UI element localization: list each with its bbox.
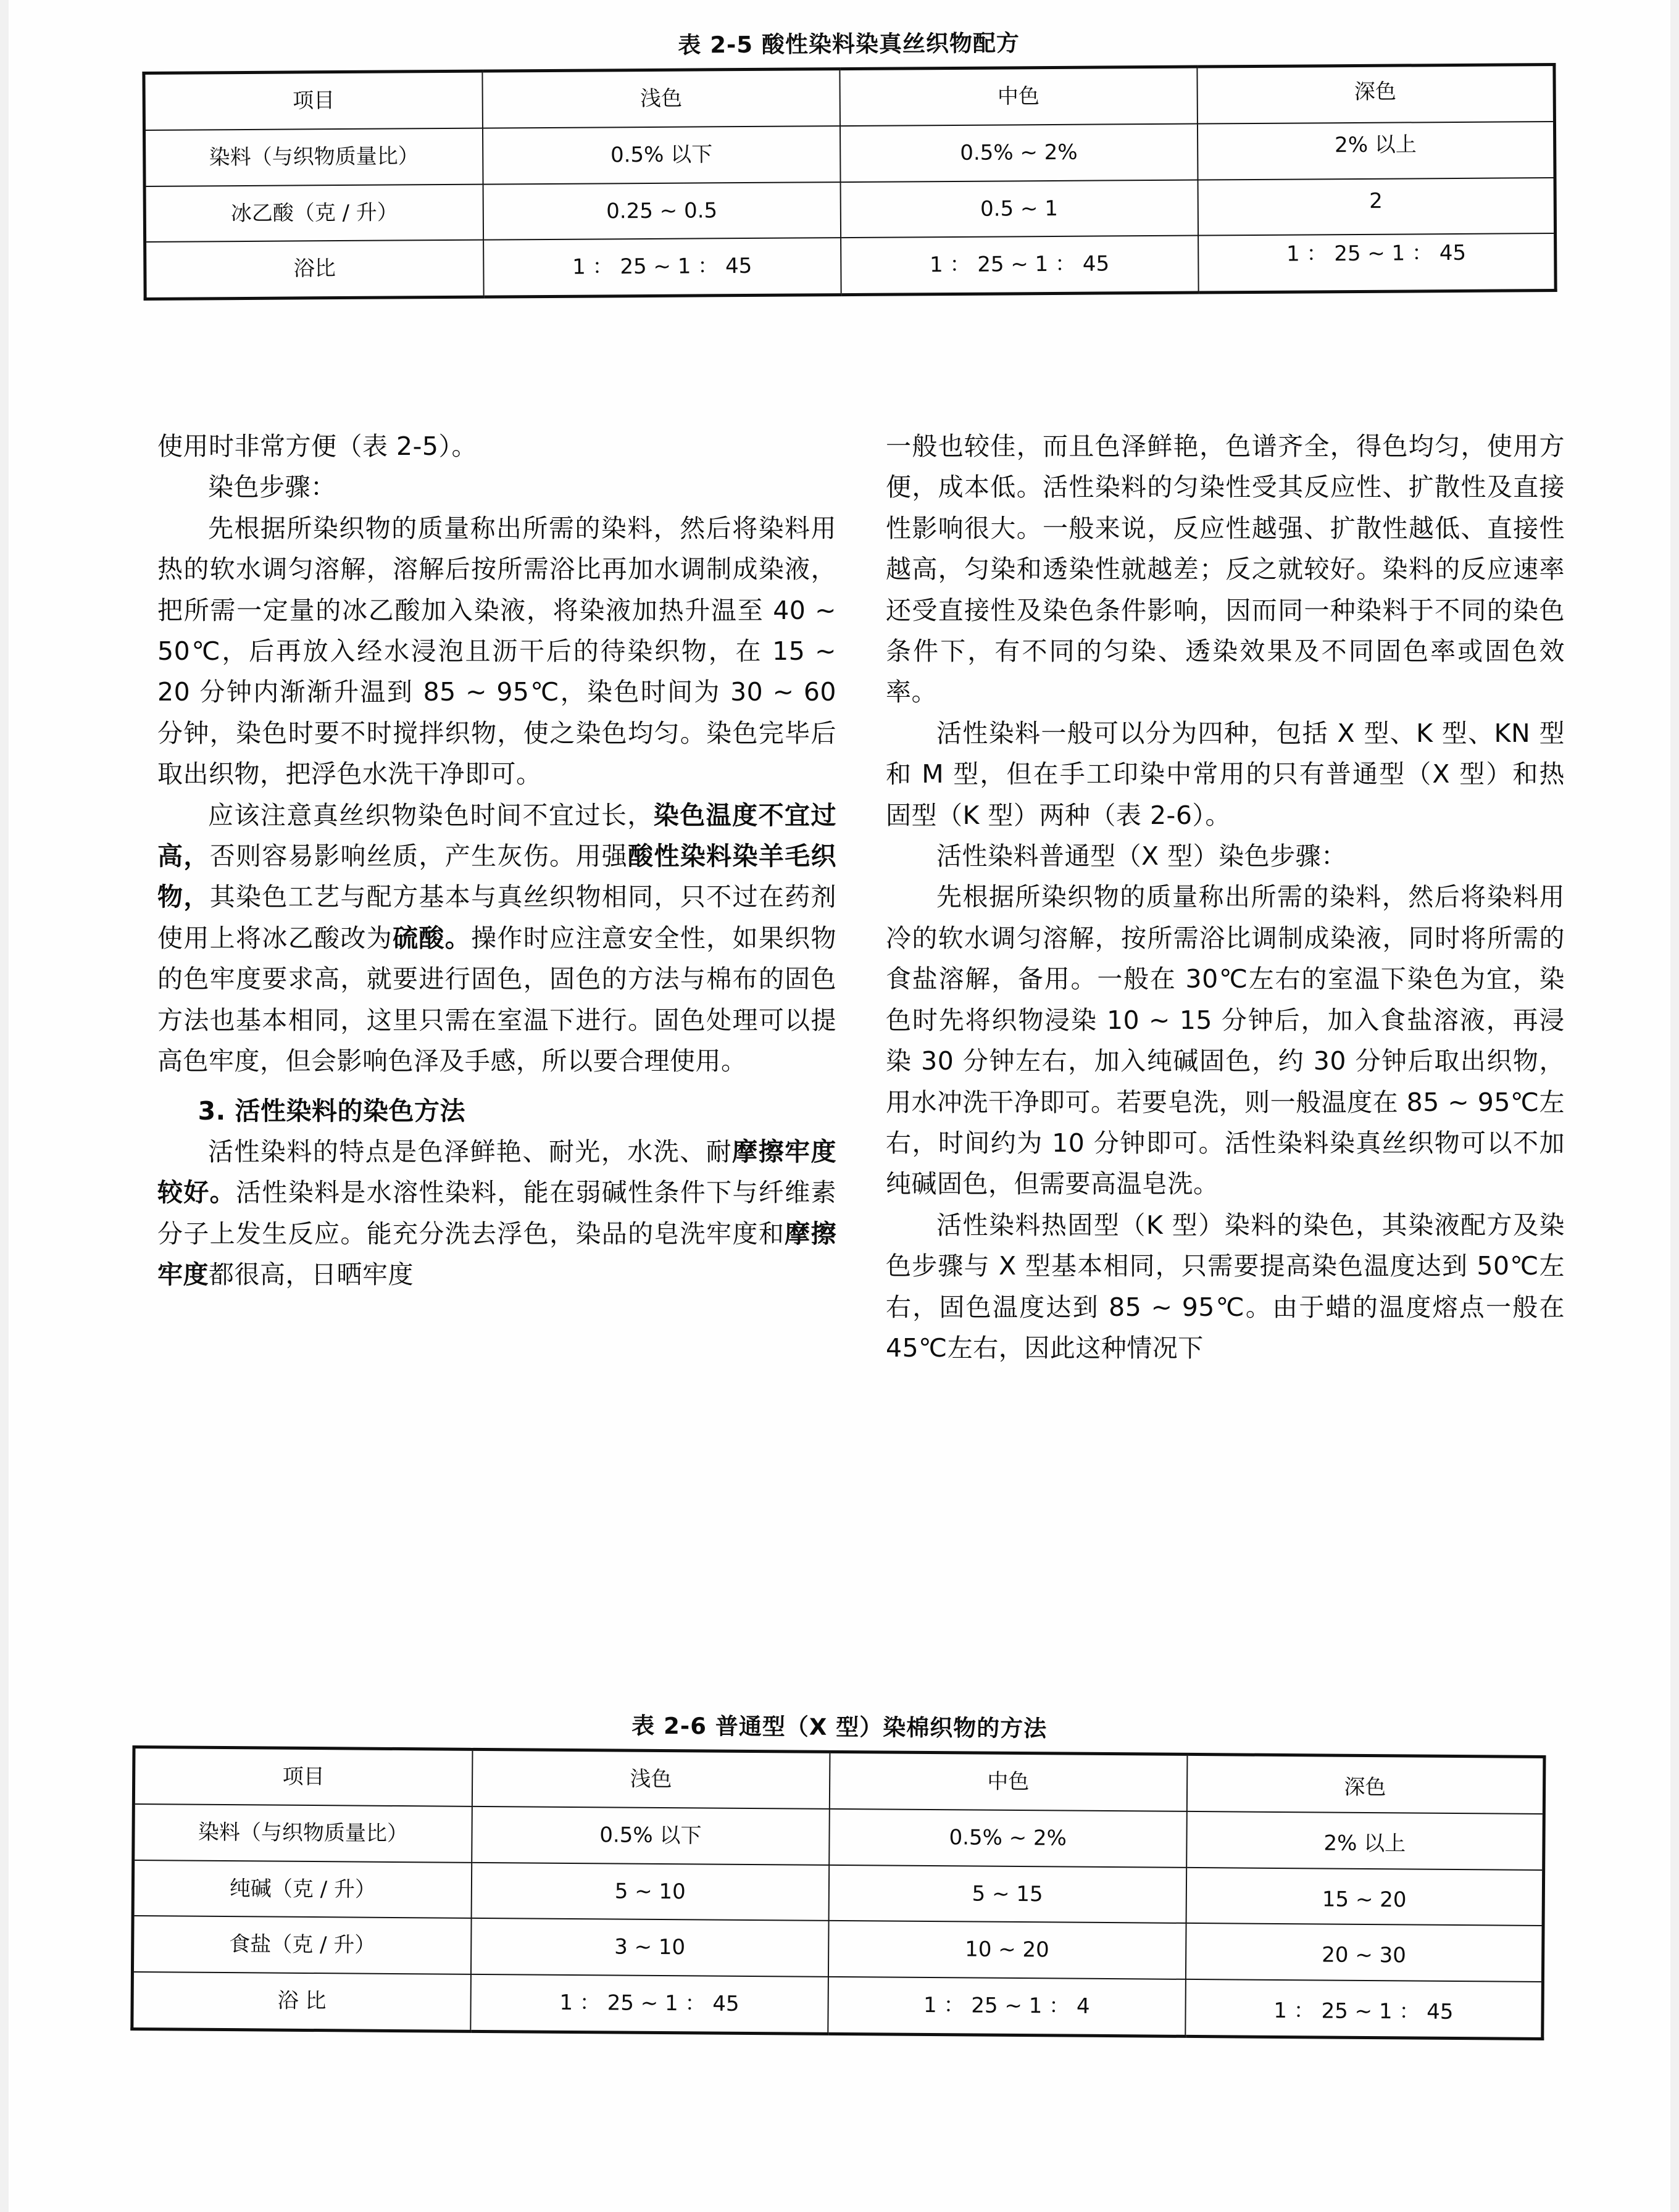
- scan-edge-left: [0, 0, 9, 2212]
- table-2-5-r0-item: 染料（与织物质量比）: [144, 128, 483, 186]
- left-text-column: [157, 426, 836, 1368]
- table-2-6-r1-medium: 5 ~ 15: [828, 1865, 1186, 1923]
- right-paragraph-1: 一般也较佳，而且色泽鲜艳，色谱齐全，得色均匀，使用方便，成本低。活性染料的匀染性受其反应性、扩散性及直接性影响很大。一般来说，反应性越强、扩散性越低、直接性越高，匀染和透染性就越差；反之就较好。染料的反应速率还受直接性及染色条件影响，因而同一种染料于不同的染色条件下，有不同的匀染、透染效果及不同固色率或固色效率。: [886, 431, 1565, 707]
- table-2-5-header-medium: 中色: [840, 67, 1197, 126]
- table-2-6-r0-light: 0.5% 以下: [472, 1807, 829, 1865]
- table-2-6-r2-item: 食盐（克 / 升）: [132, 1916, 471, 1974]
- body-text-columns: [157, 426, 1565, 1368]
- table-2-6-r1-item: 纯碱（克 / 升）: [133, 1860, 472, 1919]
- left-p5-seg-e: 都很高，日晒牢度: [209, 1260, 414, 1290]
- table-row-header: [133, 1747, 1544, 1814]
- table-2-6-r1-dark: 15 ~ 20: [1186, 1871, 1543, 1929]
- left-p4-seg-e: 其染色工艺与配方基本与真丝织物相同，只不过在药剂使用上将冰乙酸改为: [157, 882, 837, 953]
- left-paragraph-4: [157, 795, 836, 1082]
- table-2-5-r1-medium: 0.5 ~ 1: [840, 180, 1198, 238]
- table-2-5-r1-item: 冰乙酸（克 / 升）: [144, 184, 483, 242]
- left-p4-seg-b: 染色温度不宜过高，: [157, 800, 837, 871]
- table-2-5-r2-dark: 1 ： 25 ~ 1 ： 45: [1198, 225, 1556, 284]
- left-paragraph-3: 先根据所染织物的质量称出所需的染料，然后将染料用热的软水调匀溶解，溶解后按所需浴比再加水调制成染液，把所需一定量的冰乙酸加入染液，将染液加热升温至 40 ~ 50℃，后再放入经水浸泡且沥干后的待染织物，在 15 ~ 20 分钟内渐渐升温到 85 ~ 95℃，染色时间为 30 ~ 60 分钟，染色时要不时搅拌织物，使之染色均匀。染色完毕后取出织物，把浮色水洗干净即可。: [157, 513, 836, 789]
- table-2-6-r3-item: 浴 比: [132, 1972, 471, 2031]
- scan-edge-right: [1670, 0, 1679, 2212]
- left-paragraph-5: [157, 1131, 836, 1295]
- table-2-6: [130, 1745, 1546, 2040]
- left-p4-seg-g: 操作时应注意安全性，如果织物的色牢度要求高，就要进行固色，固色的方法与棉布的固色方法也基本相同，这里只需在室温下进行。固色处理可以提高色牢度，但会影响色泽及手感，所以要合理使用。: [157, 923, 837, 1076]
- left-p5-seg-c: 活性染料是水溶性染料，能在弱碱性条件下与纤维素分子上发生反应。能充分洗去浮色，染品的皂洗牢度和: [157, 1178, 837, 1249]
- table-2-6-header-dark: 深色: [1186, 1757, 1544, 1816]
- table-2-6-r0-medium: 0.5% ~ 2%: [829, 1809, 1186, 1868]
- table-2-6-r2-light: 3 ~ 10: [471, 1918, 828, 1977]
- table-2-5-r2-item: 浴比: [145, 240, 484, 299]
- left-p5-seg-b: 摩擦牢度较好。: [157, 1136, 837, 1208]
- right-paragraph-4: 先根据所染织物的质量称出所需的染料，然后将染料用冷的软水调匀溶解，按所需浴比调制成染液，同时将所需的食盐溶解，备用。一般在 30℃左右的室温下染色为宜，染色时先将织物浸染 10 ~ 15 分钟后，加入食盐溶液，再浸染 30 分钟左右，加入纯碱固色，约 30 分钟后取出织物，用水冲洗干净即可。若要皂洗，则一般温度在 85 ~ 95℃左右，时间约为 10 分钟即可。活性染料染真丝织物可以不加纯碱固色，但需要高温皂洗。: [886, 882, 1565, 1199]
- table-2-6-r2-dark: 20 ~ 30: [1186, 1926, 1543, 1985]
- table-2-6-r3-light: 1 ： 25 ~ 1 ： 45: [470, 1974, 828, 2034]
- left-p4-seg-a: 应该注意真丝织物染色时间不宜过长，: [208, 800, 654, 830]
- table-2-5-header-dark: 深色: [1197, 62, 1554, 122]
- table-2-6-block: [130, 1703, 1546, 2040]
- table-2-6-header-item: 项目: [133, 1747, 472, 1807]
- table-2-5-r0-dark: 2% 以上: [1198, 116, 1555, 174]
- table-2-6-r2-medium: 10 ~ 20: [828, 1921, 1186, 1979]
- table-2-5-header-light: 浅色: [482, 69, 840, 128]
- table-2-5-r0-medium: 0.5% ~ 2%: [840, 123, 1198, 181]
- table-2-6-caption: 表 2-6 普通型（X 型）染棉织物的方法: [631, 1712, 1048, 1742]
- left-p4-seg-c: 否则容易影响丝质，产生灰伤。用强: [209, 841, 628, 871]
- table-2-5-r0-light: 0.5% 以下: [483, 126, 840, 184]
- right-paragraph-5: 活性染料热固型（K 型）染料的染色，其染液配方及染色步骤与 X 型基本相同，只需要提高染色温度达到 50℃左右，固色温度达到 85 ~ 95℃。由于蜡的温度熔点一般在 45℃左右，因此这种情况下: [886, 1210, 1565, 1363]
- table-2-5-block: [142, 21, 1557, 301]
- table-2-6-header-light: 浅色: [472, 1749, 830, 1808]
- table-2-5-r1-light: 0.25 ~ 0.5: [483, 182, 840, 240]
- table-2-6-r1-light: 5 ~ 10: [472, 1862, 829, 1921]
- right-text-column: [886, 426, 1565, 1368]
- section-heading-3: 3. 活性染料的染色方法: [198, 1096, 465, 1126]
- table-2-5-header-item: 项目: [144, 71, 483, 130]
- right-paragraph-3: 活性染料普通型（X 型）染色步骤：: [936, 841, 1347, 871]
- left-p4-seg-d: 酸性染料染羊毛织物，: [157, 841, 837, 912]
- left-p4-seg-f: 硫酸。: [393, 923, 472, 953]
- table-2-5-r2-light: 1 ： 25 ~ 1 ： 45: [483, 238, 841, 297]
- table-2-5-caption: 表 2-5 酸性染料染真丝织物配方: [678, 30, 1020, 59]
- right-paragraph-2: 活性染料一般可以分为四种，包括 X 型、K 型、KN 型和 M 型，但在手工印染中常用的只有普通型（X 型）和热固型（K 型）两种（表 2-6）。: [886, 718, 1565, 830]
- table-2-6-header-medium: 中色: [830, 1752, 1187, 1811]
- left-p5-seg-a: 活性染料的特点是色泽鲜艳、耐光，水洗、耐: [208, 1136, 733, 1166]
- left-paragraph-2: 染色步骤：: [208, 472, 336, 502]
- table-2-5: [142, 63, 1557, 301]
- table-2-6-r0-dark: 2% 以上: [1186, 1815, 1544, 1873]
- table-2-6-r3-medium: 1 ： 25 ~ 1 ： 4: [828, 1977, 1185, 2036]
- left-p5-seg-d: 摩擦牢度: [157, 1218, 837, 1290]
- left-heading-spacer: [157, 1082, 836, 1087]
- table-2-6-r0-item: 染料（与织物质量比）: [133, 1804, 472, 1863]
- table-row: [145, 233, 1556, 299]
- table-2-5-r2-medium: 1 ： 25 ~ 1 ： 45: [841, 236, 1198, 295]
- left-paragraph-1: 使用时非常方便（表 2-5）。: [157, 431, 477, 461]
- table-2-5-r1-dark: 2: [1198, 172, 1555, 230]
- table-2-6-r3-dark: 1 ： 25 ~ 1 ： 45: [1185, 1982, 1543, 2042]
